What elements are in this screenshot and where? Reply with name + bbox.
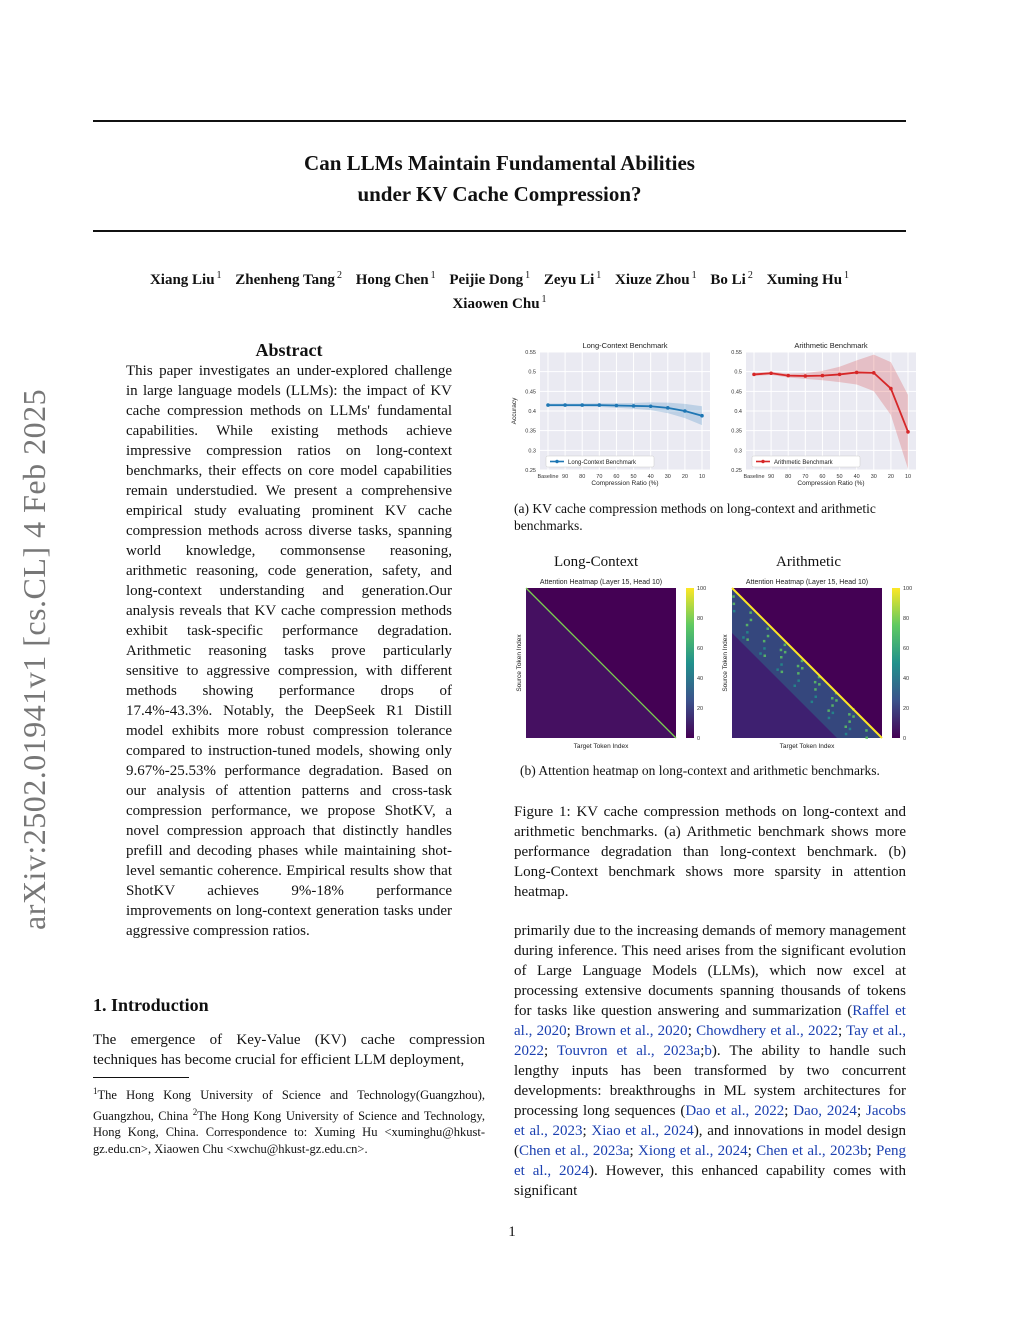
attention-speck: [733, 610, 736, 613]
citation-link[interactable]: Peng et al., 2024: [514, 1143, 907, 1179]
figure-caption: Figure 1: KV cache compression methods on long-context and arithmetic benchmarks. (a) Arithmetic benchmark shows more performance degradation than long-context benchmark. (b) Long-Context benchmark shows more sparsity in attention heatmap.: [514, 804, 906, 900]
author: Xiang Liu $^1$: [149, 270, 222, 288]
attention-speck: [742, 636, 745, 639]
x-tick-label: 20: [681, 474, 688, 480]
citation-link[interactable]: Xiao et al., 2024: [591, 1123, 694, 1139]
data-point: [821, 374, 825, 378]
title-line-2: under KV Cache Compression?: [357, 182, 642, 206]
y-tick-label: 0.4: [734, 409, 742, 415]
attention-speck: [746, 624, 749, 627]
attention-speck: [852, 715, 855, 718]
author: Xuming Hu $^1$: [766, 270, 850, 288]
x-tick-label: 10: [698, 474, 706, 480]
y-tick-label: 0.25: [731, 468, 742, 474]
attention-speck: [814, 681, 817, 684]
attention-speck: [780, 649, 783, 652]
heatmap-label-long-context: Long-Context: [554, 554, 639, 570]
attention-speck: [811, 701, 814, 704]
y-tick-label: 0.55: [525, 350, 536, 356]
attention-speck: [767, 635, 770, 638]
attention-speck: [828, 717, 831, 720]
colorbar-tick-label: 80: [903, 616, 910, 622]
heatmap-label-arithmetic: Arithmetic: [776, 554, 841, 570]
footnote-rule: [93, 1077, 189, 1078]
data-point: [632, 404, 636, 408]
data-point: [580, 403, 584, 407]
author: Peijie Dong $^1$: [449, 270, 531, 288]
citation-link[interactable]: Tay et al., 2022: [514, 1023, 906, 1059]
attention-speck: [849, 728, 852, 731]
attention-speck: [763, 647, 766, 650]
data-point: [649, 404, 653, 408]
attention-speck: [835, 699, 838, 702]
intro-paragraph: The emergence of Key-Value (KV) cache compression techniques has become crucial for efficient LLM deployment,: [93, 1032, 485, 1068]
figure-1a-line-charts: [510, 338, 922, 493]
citation-link[interactable]: Jacobs et al., 2023: [514, 1103, 907, 1139]
x-tick-label: 20: [887, 474, 894, 480]
author: Xiaowen Chu $^1$: [452, 294, 547, 312]
data-point: [855, 371, 859, 375]
x-axis-label: Compression Ratio (%): [797, 480, 865, 487]
y-tick-label: 0.5: [528, 369, 536, 376]
y-axis-label: Source Token Index: [516, 634, 523, 692]
x-tick-label: 40: [853, 474, 860, 480]
attention-speck: [831, 697, 834, 700]
colorbar-tick-label: 40: [697, 676, 704, 682]
intro-paragraph-continued: primarily due to the increasing demands of memory management during inference. This need arises from the significant evolution of Large Language Models (LLMs), which now excel at processing extensive documents spanning thousands of tokens for tasks like question answering and summarization (Raffel et al., 2020; Brown et al., 2020; Chowdhery et al., 2022; Tay et al., 2022; Touvron et al., 2023a;b). The ability to handle such lengthy inputs has been transformed by two concurrent developments: breakthroughs in ML system architectures for processing long sequences (Dao et al., 2022; Dao, 2024; Jacobs et al., 2023; Xiao et al., 2024), and innovations in model design (Chen et al., 2023a; Xiong et al., 2024; Chen et al., 2023b; Peng et al., 2024). However, this enhanced capability comes with significant: [514, 923, 907, 1199]
attention-speck: [794, 685, 797, 688]
colorbar-tick-label: 0: [697, 736, 701, 742]
colorbar-tick-label: 100: [697, 586, 707, 592]
colorbar: [892, 588, 900, 738]
author: Xiuze Zhou $^1$: [615, 270, 697, 288]
x-tick-label: 80: [579, 474, 586, 480]
x-tick-label: 70: [596, 474, 603, 480]
attention-speck: [848, 720, 851, 723]
data-point: [769, 371, 773, 375]
attention-speck: [818, 683, 821, 686]
attention-speck: [763, 640, 766, 643]
citation-link[interactable]: b: [704, 1043, 712, 1059]
attention-speck: [797, 672, 800, 675]
abstract-body: This paper investigates an under-explored challenge in large language models (LLMs): the impact of KV cache compression methods on LLMs' fundamental capabilities. While existing methods achieve impressive compression ratios on long-context benchmarks, their effects on core model capabilities remain understudied. We present a comprehensive empirical study evaluating prominent KV cache compression methods across diverse tasks, spanning world knowledge, commonsense reasoning, arithmetic reasoning, code generation, safety, and long-context understanding and generation.Our analysis reveals that KV cache compression methods exhibit task-specific performance degradation. Arithmetic reasoning tasks prove particularly sensitive to aggressive compression, with different methods showing performance drops of 17.4%-43.3%. Notably, the DeepSeek R1 Distill model exhibits more robust compression tolerance compared to instruction-tuned models, showing only 9.67%-25.53% performance degradation. Based on our analysis of attention patterns and cross-task compression performance, we propose ShotKV, a novel compression approach that distinctly handles prefill and decoding phases while maintaining shot-level semantic coherence. Empirical results show that ShotKV achieves 9%-18% performance improvements on long-context generation tasks under aggressive compression ratios.: [126, 363, 452, 939]
colorbar: [686, 588, 694, 738]
x-tick-label: 30: [664, 474, 671, 480]
data-point: [683, 409, 687, 413]
colorbar-tick-label: 80: [697, 616, 704, 622]
author-list: [93, 266, 906, 314]
data-point: [786, 374, 790, 378]
title-bottom-rule: [93, 230, 906, 232]
attention-speck: [746, 638, 749, 641]
y-tick-label: 0.5: [734, 369, 742, 376]
attention-speck: [746, 631, 749, 634]
y-tick-label: 0.45: [731, 389, 742, 396]
data-point: [563, 403, 567, 407]
intro-heading: 1. Introduction: [93, 995, 209, 1015]
chart-title: Arithmetic Benchmark: [794, 341, 868, 350]
y-tick-label: 0.3: [734, 448, 742, 455]
x-tick-label: 60: [819, 474, 826, 480]
attention-speck: [797, 665, 800, 668]
figure-1b-heatmaps: [510, 574, 922, 754]
citation-link[interactable]: Chen et al., 2023b: [756, 1143, 868, 1159]
colorbar-tick-label: 0: [903, 736, 907, 742]
attention-speck: [780, 656, 783, 659]
data-point: [906, 430, 910, 434]
author: Zeyu Li $^1$: [543, 270, 602, 288]
data-point: [546, 403, 550, 407]
attention-speck: [848, 713, 851, 716]
author: Zhenheng Tang $^2$: [235, 270, 342, 288]
citation-link[interactable]: Xiong et al., 2024: [638, 1143, 748, 1159]
legend-marker: [555, 460, 558, 463]
y-axis-label: Accuracy: [511, 397, 518, 425]
citation-link[interactable]: Dao, 2024: [793, 1103, 857, 1119]
y-tick-label: 0.35: [731, 428, 742, 435]
attention-speck: [750, 619, 753, 622]
author: Bo Li $^2$: [710, 270, 753, 288]
subcaption-a: (a) KV cache compression methods on long-context and arithmetic benchmarks.: [514, 501, 876, 533]
y-tick-label: 0.4: [528, 409, 536, 415]
x-tick-label: 60: [613, 474, 620, 480]
title-top-rule: [93, 120, 906, 122]
attention-speck: [814, 688, 817, 691]
attention-speck: [784, 644, 787, 647]
colorbar-tick-label: 60: [903, 646, 910, 652]
attention-speck: [776, 668, 779, 671]
attention-speck: [764, 655, 767, 658]
heatmap-title: Attention Heatmap (Layer 15, Head 10): [539, 579, 663, 586]
y-tick-label: 0.55: [731, 350, 742, 356]
attention-speck: [827, 709, 830, 712]
y-tick-label: 0.45: [525, 389, 536, 396]
data-point: [666, 406, 670, 410]
abstract-heading: Abstract: [255, 340, 323, 360]
chart-title: Long-Context Benchmark: [582, 341, 668, 350]
data-point: [804, 374, 808, 378]
y-axis-label: Source Token Index: [722, 634, 729, 692]
attention-speck: [759, 652, 762, 655]
attention-speck: [801, 667, 804, 670]
colorbar-tick-label: 100: [903, 586, 913, 592]
x-axis-label: Target Token Index: [573, 743, 629, 750]
colorbar-tick-label: 60: [697, 646, 704, 652]
attention-speck: [767, 628, 770, 631]
author: Hong Chen $^1$: [355, 270, 436, 288]
legend-marker: [761, 460, 764, 463]
x-tick-label: 30: [870, 474, 877, 480]
attention-speck: [815, 696, 818, 699]
x-tick-label: 90: [562, 474, 569, 480]
citation-link[interactable]: Raffel et al., 2020: [514, 1003, 906, 1039]
data-point: [598, 403, 602, 407]
y-tick-label: 0.25: [525, 468, 536, 474]
attention-speck: [866, 737, 869, 740]
x-tick-label: 40: [647, 474, 654, 480]
x-tick-label: Baseline: [743, 474, 765, 480]
attention-speck: [832, 712, 835, 715]
x-axis-label: Target Token Index: [779, 743, 835, 750]
data-point: [700, 414, 704, 418]
attention-speck: [732, 595, 735, 598]
footnote: $^1$The Hong Kong University of Science and Technology(Guangzhou), Guangzhou, China $^2$The Hong Kong University of Science and Technology, Hong Kong, China. Correspondence to: Xuming Hu <xuminghu@hkust-gz.edu.cn>, Xiaowen Chu <xwchu@hkust-gz.edu.cn>.: [93, 1086, 486, 1156]
attention-speck: [780, 663, 783, 666]
attention-speck: [865, 729, 868, 732]
attention-speck: [781, 671, 784, 674]
legend-label: Arithmetic Benchmark: [774, 460, 833, 466]
title-line-1: Can LLMs Maintain Fundamental Abilities: [304, 151, 695, 175]
x-tick-label: 90: [768, 474, 775, 480]
x-tick-label: 70: [802, 474, 809, 480]
x-tick-label: 50: [836, 474, 843, 480]
colorbar-tick-label: 40: [903, 676, 910, 682]
page-number: 1: [508, 1224, 516, 1240]
attention-speck: [845, 726, 848, 729]
attention-speck: [831, 704, 834, 707]
legend-label: Long-Context Benchmark: [568, 460, 637, 466]
attention-speck: [733, 603, 736, 606]
attention-speck: [845, 733, 848, 736]
colorbar-tick-label: 20: [903, 706, 910, 712]
citation-link[interactable]: Brown et al., 2020: [574, 1023, 688, 1039]
data-point: [872, 371, 876, 375]
paper-title: [93, 148, 906, 210]
x-tick-label: 10: [904, 474, 912, 480]
citation-link[interactable]: Touvron et al., 2023a: [556, 1043, 701, 1059]
x-tick-label: Baseline: [537, 474, 559, 480]
data-point: [889, 387, 893, 391]
x-tick-label: 80: [785, 474, 792, 480]
y-tick-label: 0.3: [528, 448, 536, 455]
attention-speck: [749, 611, 752, 614]
colorbar-tick-label: 20: [697, 706, 704, 712]
y-tick-label: 0.35: [525, 428, 536, 435]
subcaption-b: (b) Attention heatmap on long-context and arithmetic benchmarks.: [520, 763, 880, 778]
citation-link[interactable]: Chen et al., 2023a: [519, 1143, 630, 1159]
arxiv-identifier: arXiv:2502.01941v1 [cs.CL] 4 Feb 2025: [16, 388, 52, 930]
x-axis-label: Compression Ratio (%): [591, 480, 659, 487]
citation-link[interactable]: Dao et al., 2022: [685, 1103, 785, 1119]
citation-link[interactable]: Chowdhery et al., 2022: [696, 1023, 838, 1039]
data-point: [752, 373, 756, 377]
x-tick-label: 50: [630, 474, 637, 480]
data-point: [838, 373, 842, 377]
attention-speck: [797, 679, 800, 682]
attention-speck: [784, 651, 787, 654]
heatmap-title: Attention Heatmap (Layer 15, Head 10): [745, 579, 869, 586]
data-point: [615, 404, 619, 408]
